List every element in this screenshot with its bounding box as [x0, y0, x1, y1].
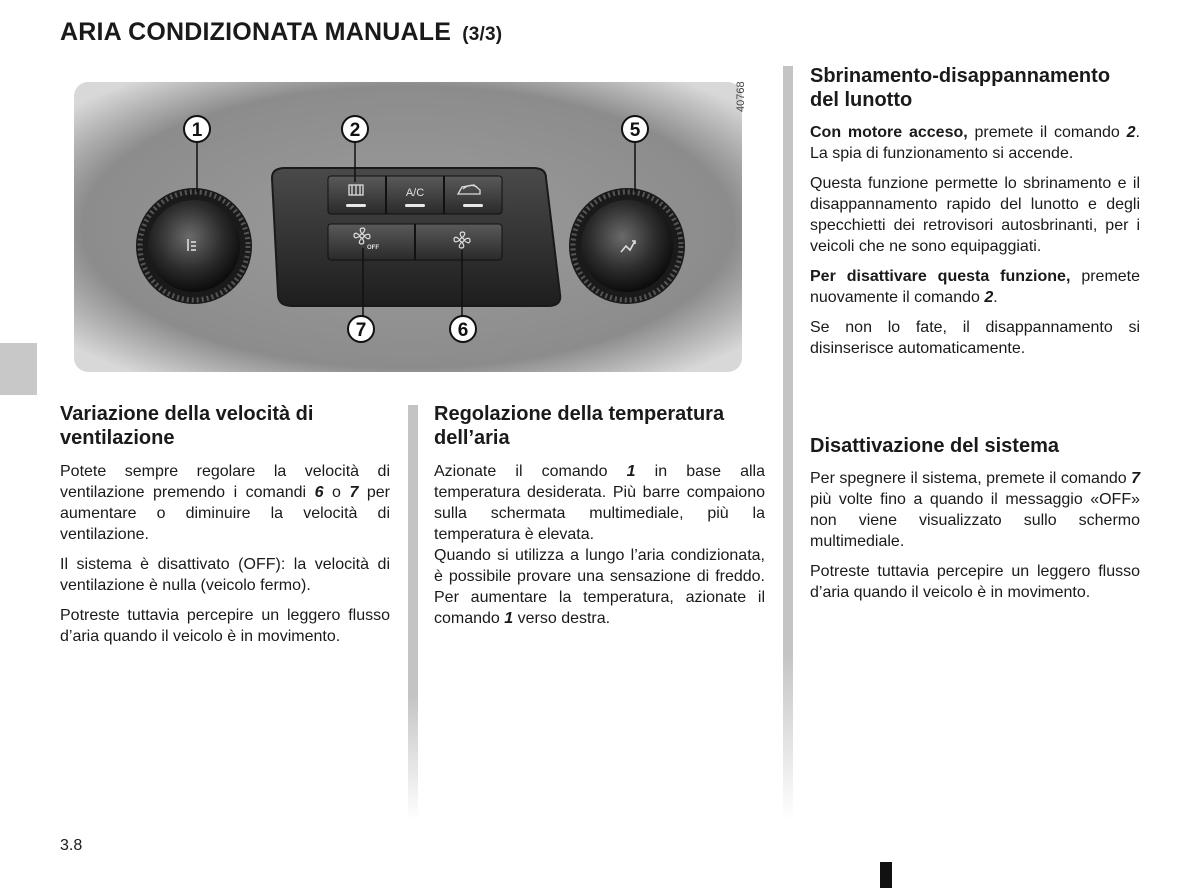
page-title-suffix: (3/3)	[462, 24, 503, 45]
section-heading-fan-speed: Variazione della velocità di ventilazione	[60, 403, 314, 449]
paragraph: Potreste tuttavia percepire un leggero flusso d’aria quando il veicolo è in movimento.	[810, 563, 1140, 601]
paragraph: Per disattivare questa funzione, premete nuovamente il comando 2.	[810, 268, 1141, 306]
paragraph: Se non lo fate, il disappannamento si disinserisce automaticamente.	[810, 319, 1140, 357]
section-tab	[0, 343, 37, 395]
svg-text:2: 2	[349, 120, 361, 141]
section-heading-rear-defrost: Sbrinamento-disappannamento del lunotto	[810, 65, 1111, 111]
paragraph: Con motore acceso, premete il comando 2. La spia di funzionamento si accende.	[810, 124, 1140, 162]
callout-6	[450, 316, 476, 342]
svg-text:5: 5	[629, 120, 641, 141]
air-distribution-knob	[569, 188, 685, 304]
callout-2	[342, 116, 368, 142]
column-divider-left	[408, 405, 418, 820]
temperature-knob	[136, 188, 252, 304]
paragraph: Questa funzione permette lo sbrinamento e il disappannamento rapido del lunotto e degli specchietti dei retrovisori autosbrinanti, per i veicoli che ne sono equipaggiati.	[810, 175, 1140, 255]
section-heading-system-off: Disattivazione del sistema	[810, 435, 1059, 457]
callout-5	[622, 116, 648, 142]
paragraph: Potreste tuttavia percepire un leggero flusso d’aria quando il veicolo è in movimento.	[60, 607, 390, 645]
climate-control-figure	[60, 68, 765, 390]
paragraph: Potete sempre regolare la velocità di ventilazione premendo i comandi 6 o 7 per aumentare o diminuire la velocità di ventilazione.	[60, 463, 390, 543]
ac-button-label: A/C	[405, 187, 425, 199]
svg-text:6: 6	[457, 320, 469, 341]
paragraph: Il sistema è disattivato (OFF): la velocità di ventilazione è nulla (veicolo fermo).	[60, 556, 390, 594]
svg-text:7: 7	[355, 320, 367, 341]
climate-panel-illustration	[60, 68, 765, 390]
figure-reference-number: 40768	[735, 81, 747, 112]
page-number: 3.8	[60, 837, 83, 854]
column-divider-right	[783, 66, 793, 820]
svg-text:1: 1	[191, 120, 203, 141]
column-system-off	[810, 468, 1140, 612]
callout-7	[348, 316, 374, 342]
column-fan-speed	[60, 461, 390, 656]
section-heading-temperature: Regolazione della temperatura dell’aria	[434, 403, 725, 449]
paragraph: Azionate il comando 1 in base alla temperatura desiderata. Più barre compaiono sulla schermata multimediale, più la temperatura è elevata.	[434, 463, 766, 543]
thumb-index-mark	[880, 862, 892, 888]
page-title-main: ARIA CONDIZIONATA MANUALE	[60, 18, 452, 46]
paragraph: Quando si utilizza a lungo l’aria condizionata, è possibile provare una sensazione di freddo. Per aumentare la temperatura, azionate il comando 1 verso destra.	[434, 547, 765, 627]
off-button-label: OFF	[367, 245, 379, 251]
paragraph: Per spegnere il sistema, premete il comando 7 più volte fino a quando il messaggio «OFF» non viene visualizzato sullo schermo multimediale.	[810, 470, 1140, 550]
column-rear-defrost	[810, 122, 1140, 368]
column-temperature	[434, 461, 765, 638]
page-title	[60, 18, 502, 47]
callout-1	[184, 116, 210, 142]
